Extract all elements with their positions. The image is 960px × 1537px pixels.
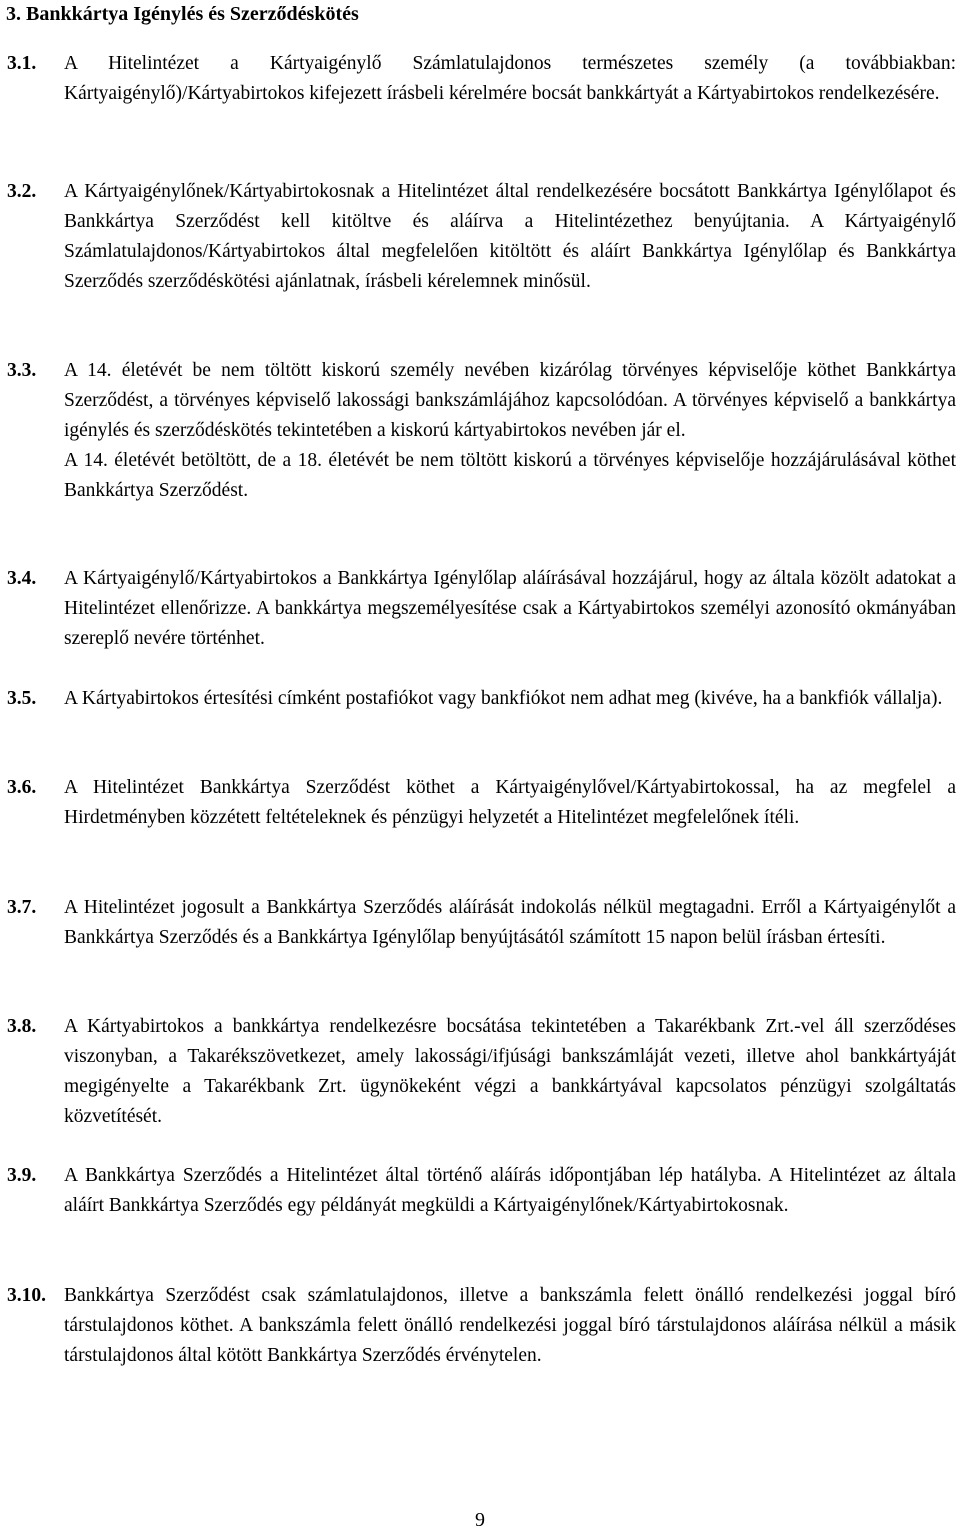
clause-text <box>64 1161 956 1221</box>
clause-text <box>64 1281 956 1371</box>
clause-paragraph: A Kártyabirtokos értesítési címként postafiókot vagy bankfiókot nem adhat meg (kivéve, ha a bankfiók vállalja). <box>64 688 943 709</box>
clause-3-8 <box>7 1012 956 1132</box>
clause-number: 3.9. <box>7 1165 37 1186</box>
clause-paragraph: A 14. életévét be nem töltött kiskorú személy nevében kizárólag törvényes képviselője köthet Bankkártya Szerződést, a törvényes képviselő lakossági bankszámlájához kapcsolódóan. A törvényes képviselő a bankkártya igénylés és szerződéskötés tekintetében a kiskorú kártyabirtokos nevében jár el. <box>64 360 956 441</box>
clause-3-4 <box>7 564 956 654</box>
clause-text <box>64 177 956 297</box>
clause-paragraph: A Kártyabirtokos a bankkártya rendelkezésre bocsátása tekintetében a Takarékbank Zrt.-vel áll szerződéses viszonyban, a Takarékszövetkezet, amely lakossági/ifjúsági bankszámláját vezeti, illetve ahol bankkártyáját megigényelte a Takarékbank Zrt. ügynökeként végzi a bankkártyával kapcsolatos pénzügyi szolgáltatás közvetítését. <box>64 1016 956 1127</box>
clause-3-5 <box>7 684 956 714</box>
clause-paragraph: A Kártyaigénylőnek/Kártyabirtokosnak a Hitelintézet által rendelkezésére bocsátott Bankkártya Igénylőlapot és Bankkártya Szerződést kell kitöltve és aláírva a Hitelintézethez benyújtania. A Kártyaigénylő Számlatulajdonos/Kártyabirtokos által megfelelően kitöltött és aláírt Bankkártya Igénylőlap és Bankkártya Szerződés szerződéskötési ajánlatnak, írásbeli kérelemnek minősül. <box>64 181 956 292</box>
clause-number: 3.4. <box>7 568 37 589</box>
clause-text <box>64 773 956 833</box>
clause-number: 3.1. <box>7 53 37 74</box>
clause-paragraph: A Hitelintézet jogosult a Bankkártya Szerződés aláírását indokolás nélkül megtagadni. Erről a Kártyaigénylőt a Bankkártya Szerződés és a Bankkártya Igénylőlap benyújtásától számított 15 napon belül írásban értesíti. <box>64 897 956 948</box>
clause-paragraph: A Hitelintézet Bankkártya Szerződést köthet a Kártyaigénylővel/Kártyabirtokossal, ha az megfelel a Hirdetményben közzétett feltételeknek és pénzügyi helyzetét a Hitelintézet megfelelőnek ítéli. <box>64 777 956 828</box>
clause-3-9 <box>7 1161 956 1221</box>
clause-text <box>64 1012 956 1132</box>
clause-number: 3.6. <box>7 777 37 798</box>
clause-text <box>64 893 956 953</box>
clause-3-6 <box>7 773 956 833</box>
clause-3-2 <box>7 177 956 297</box>
clause-paragraph: A Hitelintézet a Kártyaigénylő Számlatulajdonos természetes személy (a továbbiakban: Kártyaigénylő)/Kártyabirtokos kifejezett írásbeli kérelmére bocsát bankkártyát a Kártyabirtokos rendelkezésére. <box>64 53 956 104</box>
clause-number: 3.2. <box>7 181 37 202</box>
clause-number: 3.5. <box>7 688 37 709</box>
page-number: 9 <box>475 1509 485 1531</box>
clause-number: 3.8. <box>7 1016 37 1037</box>
clause-3-3 <box>7 356 956 506</box>
clause-text <box>64 49 956 109</box>
clause-text <box>64 564 956 654</box>
clause-3-10 <box>7 1281 956 1371</box>
clause-text <box>64 684 956 714</box>
section-heading: 3. Bankkártya Igénylés és Szerződéskötés <box>6 3 359 25</box>
clause-paragraph: A 14. életévét betöltött, de a 18. életévét be nem töltött kiskorú a törvényes képviselője hozzájárulásával köthet Bankkártya Szerződést. <box>64 450 956 501</box>
clause-number: 3.3. <box>7 360 37 381</box>
clause-number: 3.10. <box>7 1285 46 1306</box>
clause-text <box>64 356 956 506</box>
clause-paragraph: Bankkártya Szerződést csak számlatulajdonos, illetve a bankszámla felett önálló rendelkezési joggal bíró társtulajdonos köthet. A bankszámla felett önálló rendelkezési joggal bíró társtulajdonos aláírása nélkül a másik társtulajdonos által kötött Bankkártya Szerződés érvénytelen. <box>64 1285 956 1366</box>
clause-paragraph: A Bankkártya Szerződés a Hitelintézet által történő aláírás időpontjában lép hatályba. A Hitelintézet az általa aláírt Bankkártya Szerződés egy példányát megküldi a Kártyaigénylőnek/Kártyabirtokosnak. <box>64 1165 956 1216</box>
clause-3-1 <box>7 49 956 109</box>
clause-3-7 <box>7 893 956 953</box>
clause-paragraph: A Kártyaigénylő/Kártyabirtokos a Bankkártya Igénylőlap aláírásával hozzájárul, hogy az általa közölt adatokat a Hitelintézet ellenőrizze. A bankkártya megszemélyesítése csak a Kártyabirtokos személyi azonosító okmányában szereplő nevére történhet. <box>64 568 956 649</box>
clause-number: 3.7. <box>7 897 37 918</box>
